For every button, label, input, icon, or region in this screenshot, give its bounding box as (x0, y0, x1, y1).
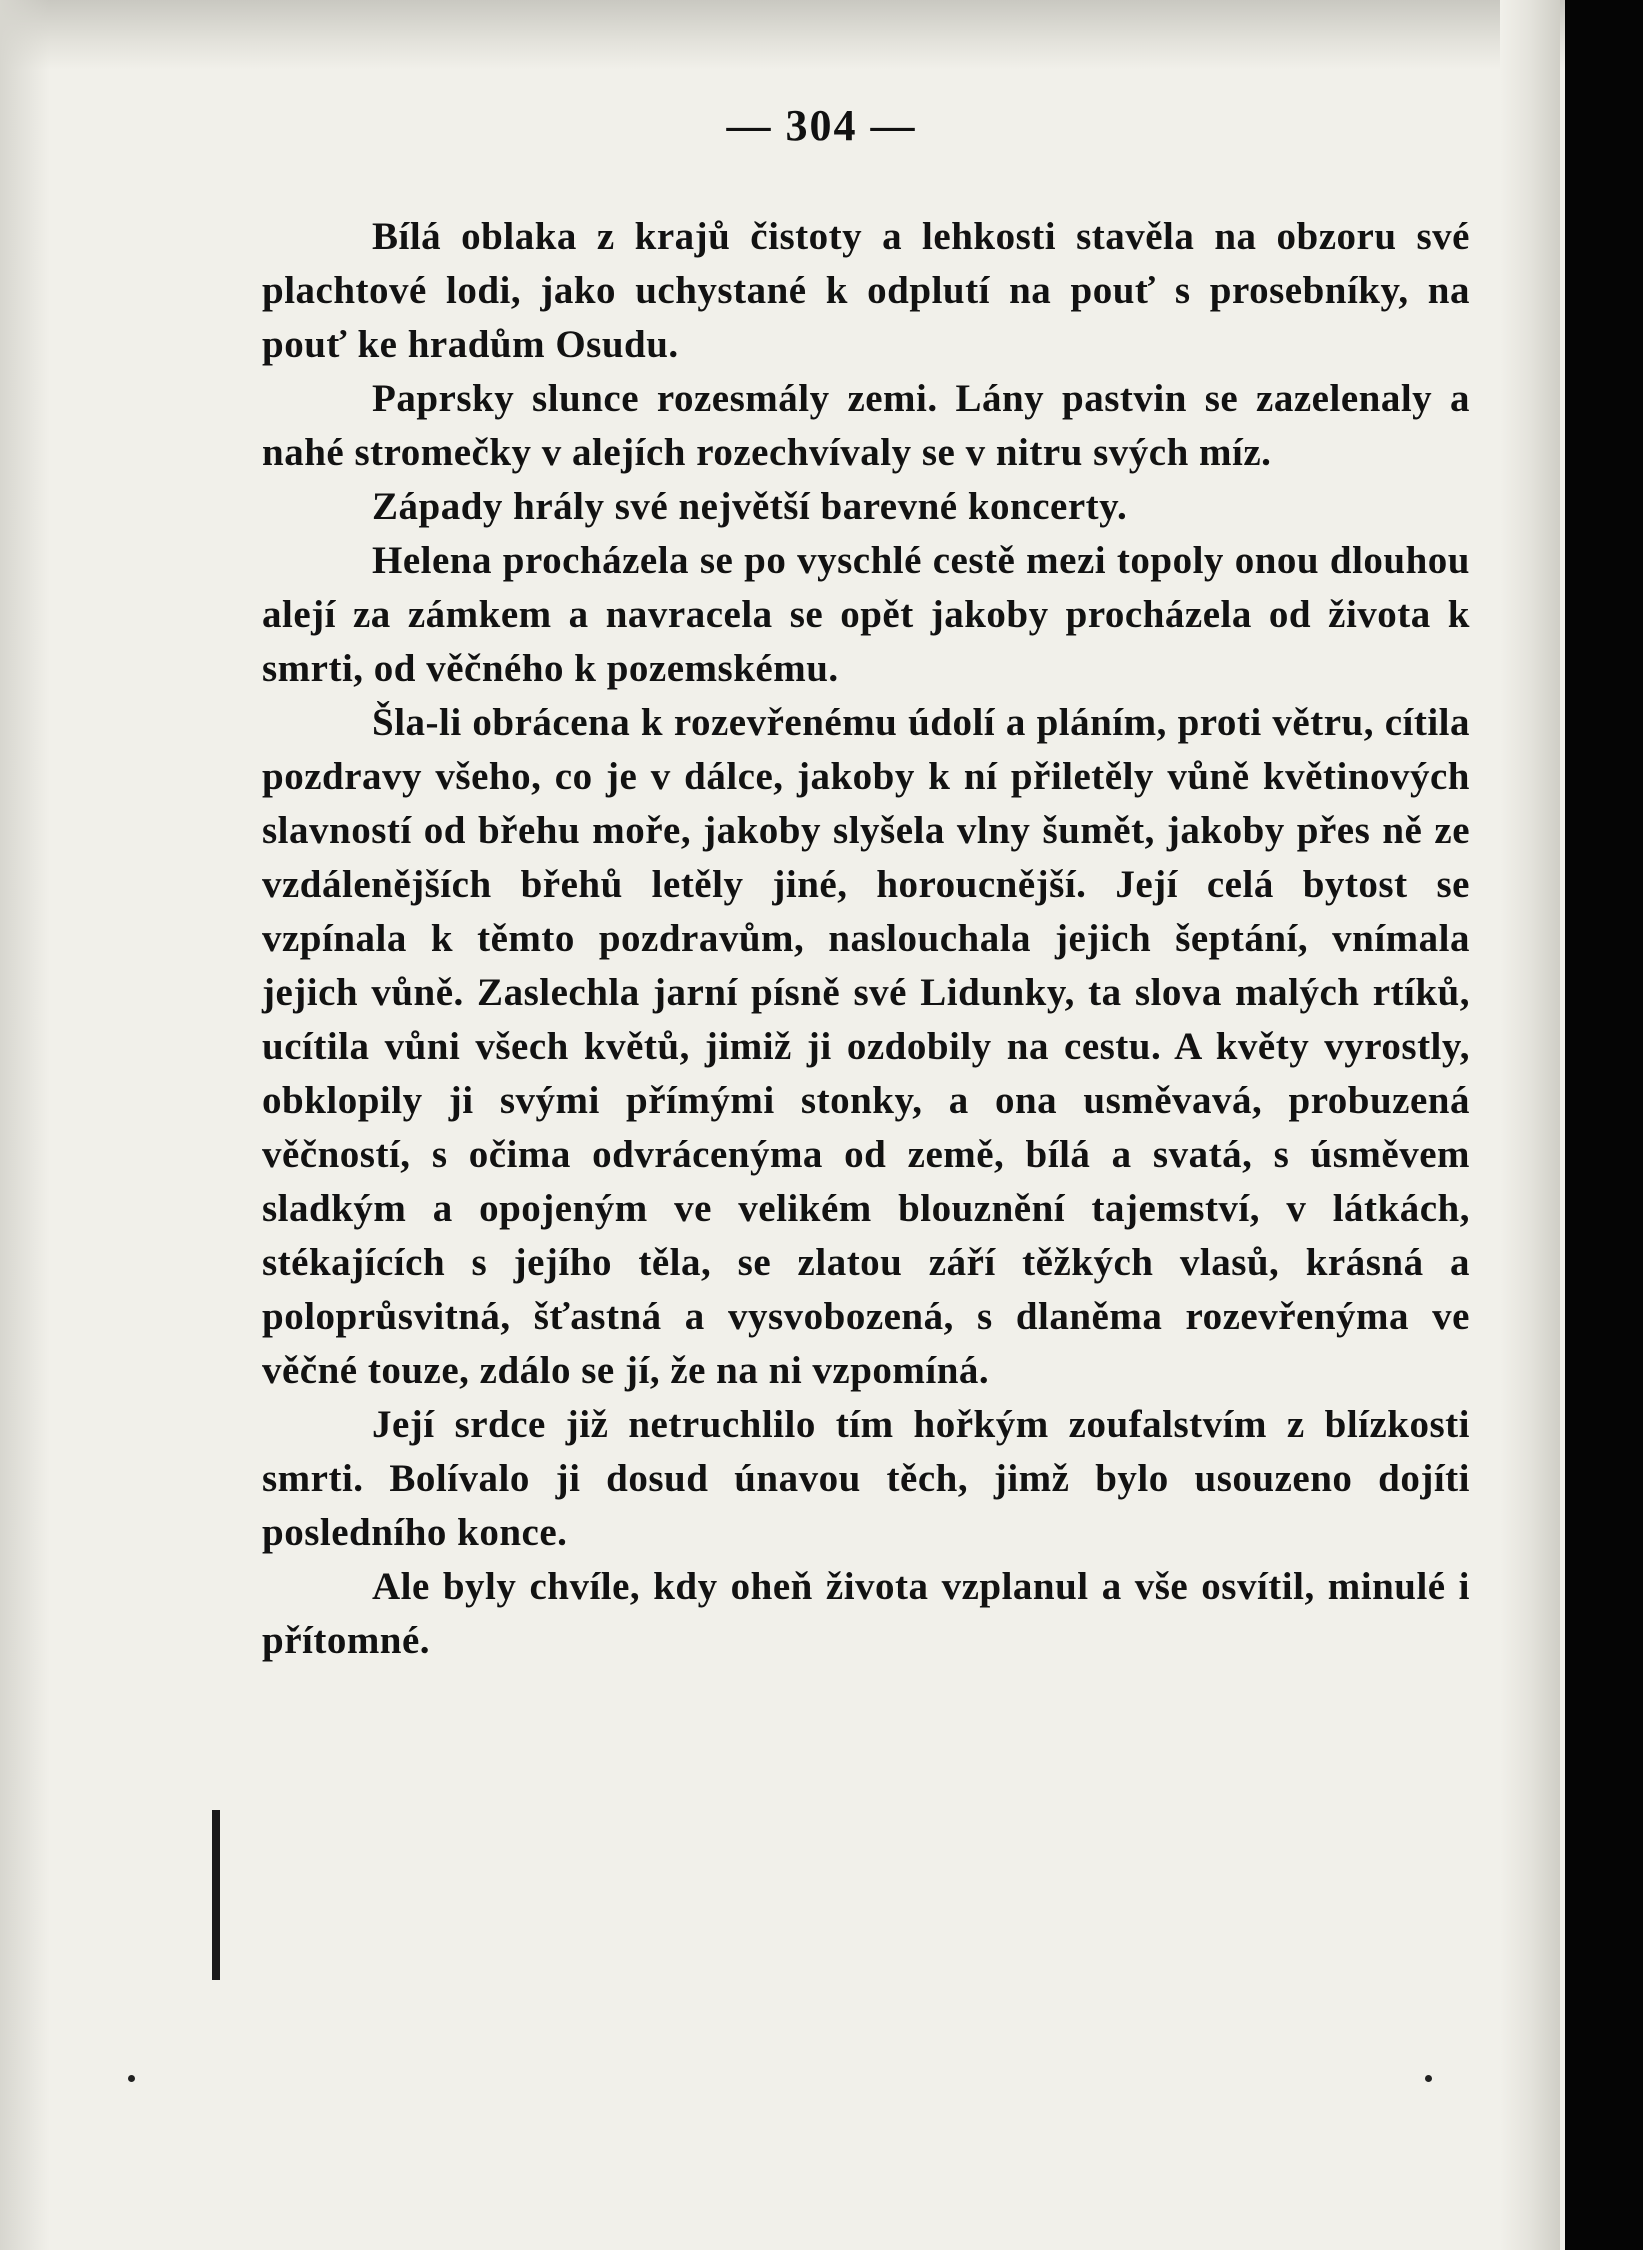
page-number: — 304 — (726, 101, 917, 150)
paragraph-7: Ale byly chvíle, kdy oheň života vzplanul a vše osvítil, minulé i přítomné. (262, 1565, 1470, 1662)
margin-dot (1425, 2075, 1432, 2082)
margin-pencil-mark (212, 1810, 220, 1980)
page-gutter-shadow (1500, 0, 1560, 2250)
page-top-wear (0, 0, 1565, 70)
paragraph-5: Šla-li obrácena k rozevřenému údolí a pláním, proti větru, cítila pozdravy všeho, co je v dálce, jakoby k ní přiletěly vůně květinových slavností od břehu moře, jakoby slyšela vlny šumět, jakoby přes ně ze vzdálenějších břehů letěly jiné, horoucnější. Její celá bytost se vzpínala k těmto pozdravům, naslouchala jejich šeptání, vnímala jejich vůně. Zaslechla jarní písně své Lidunky, ta slova malých rtíků, ucítila vůni všech květů, jimiž ji ozdobily na cestu. A květy vyrostly, obklopily ji svými přímými stonky, a ona usměvavá, probuzená věčností, s očima odvrácenýma od země, bílá a svatá, s úsměvem sladkým a opojeným ve velikém blouznění tajemství, v látkách, stékajících s jejího těla, se zlatou září těžkých vlasů, krásná a poloprůsvitná, šťastná a vysvobozená, s dlaněma rozevřenýma ve věčné touze, zdálo se jí, že na ni vzpomíná. (262, 701, 1470, 1392)
body-text (262, 210, 1470, 1668)
paragraph-3: Západy hrály své největší barevné koncerty. (372, 485, 1128, 528)
paragraph-4: Helena procházela se po vyschlé cestě mezi topoly onou dlouhou alejí za zámkem a navracela se opět jakoby procházela od života k smrti, od věčného k pozemskému. (262, 539, 1470, 690)
paragraph-2: Paprsky slunce rozesmály zemi. Lány pastvin se zazelenaly a nahé stromečky v alejích rozechvívaly se v nitru svých míz. (262, 377, 1470, 474)
margin-dot (128, 2075, 135, 2082)
paragraph-1: Bílá oblaka z krajů čistoty a lehkosti stavěla na obzoru své plachtové lodi, jako uchystané k odplutí na pouť s prosebníky, na pouť ke hradům Osudu. (262, 215, 1470, 366)
book-spine (1565, 0, 1643, 2250)
page-left-wear (0, 0, 50, 2250)
paragraph-6: Její srdce již netruchlilo tím hořkým zoufalstvím z blízkosti smrti. Bolívalo ji dosud únavou těch, jimž bylo usouzeno dojíti posledního konce. (262, 1403, 1470, 1554)
